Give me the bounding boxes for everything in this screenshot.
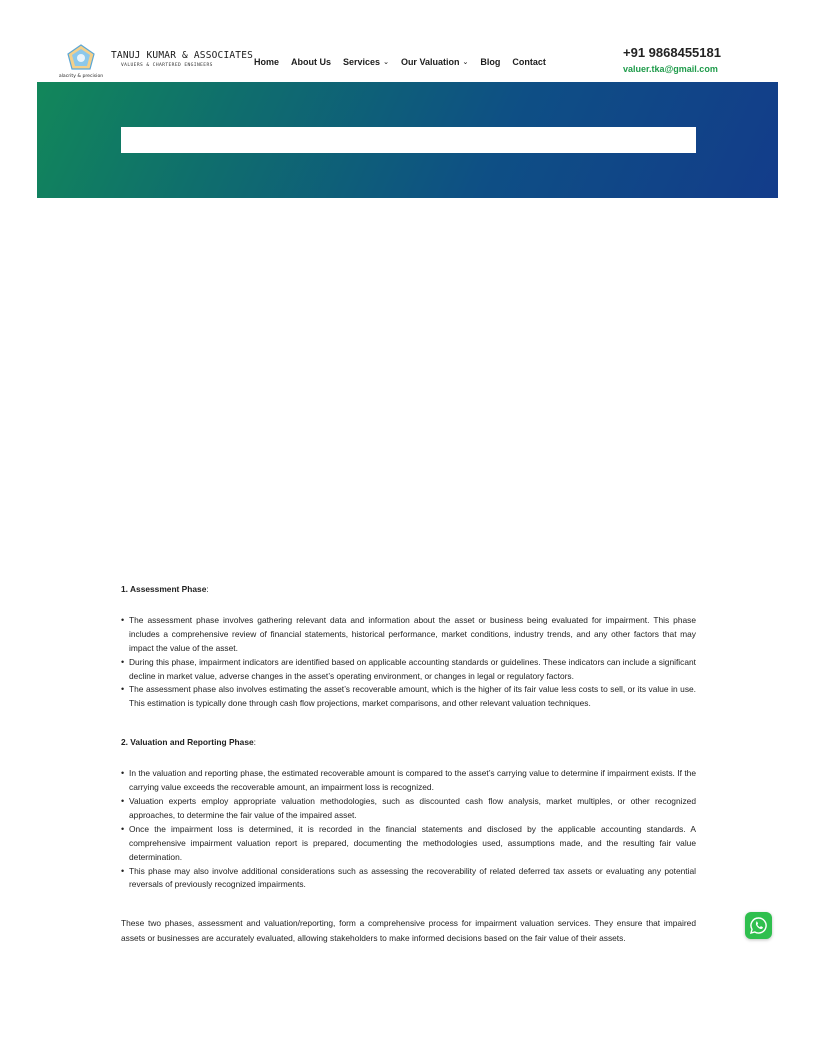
whatsapp-icon	[749, 916, 768, 935]
list-item: • The assessment phase involves gathering relevant data and information about the asset or business being evaluated for impairment. This phase includes a comprehensive review of financial statements, historical performance, market conditions, industry trends, and any other factors that may impact the value of the asset.	[129, 614, 696, 656]
chevron-down-icon: ⌄	[383, 59, 389, 66]
list-item: • The assessment phase also involves estimating the asset’s recoverable amount, which is the higher of its fair value less costs to sell, or its value in use. This estimation is typically done through cash flow projections, market comparisons, and other relevant valuation techniques.	[129, 683, 696, 711]
hero-banner	[37, 82, 778, 198]
logo-tagline: alacrity & precision	[58, 74, 104, 79]
phase-1-heading: 1. Assessment Phase:	[121, 584, 209, 594]
phase-1-list	[121, 614, 696, 711]
list-item: • Once the impairment loss is determined, it is recorded in the financial statements and disclosed by the applicable accounting standards. A comprehensive impairment valuation report is prepared, documenting the methodologies used, assumptions made, and the resulting fair value determination.	[129, 823, 696, 865]
list-item: • In the valuation and reporting phase, the estimated recoverable amount is compared to the asset’s carrying value to determine if impairment exists. If the carrying value exceeds the recoverable amount, an impairment loss is recognized.	[129, 767, 696, 795]
hero-title-box	[121, 127, 696, 153]
nav-contact[interactable]: Contact	[512, 57, 546, 67]
phone-link[interactable]: +91 9868455181	[623, 45, 721, 60]
list-item: • This phase may also involve additional considerations such as assessing the recoverability of related deferred tax assets or evaluating any potential reversals of previously recognized impairments.	[129, 865, 696, 893]
whatsapp-button[interactable]	[745, 912, 772, 939]
logo-icon[interactable]	[56, 42, 106, 80]
brand[interactable]	[111, 50, 253, 68]
main-nav	[254, 57, 558, 67]
nav-about-us[interactable]: About Us	[291, 57, 332, 67]
nav-our-valuation[interactable]: Our Valuation ⌄	[400, 57, 469, 67]
list-item: • During this phase, impairment indicators are identified based on applicable accounting standards or guidelines. These indicators can include a significant decline in market value, adverse changes in the asset’s operating environment, or changes in legal or regulatory factors.	[129, 656, 696, 684]
site-header	[0, 0, 816, 82]
nav-home[interactable]: Home	[254, 57, 280, 67]
nav-blog[interactable]: Blog	[480, 57, 501, 67]
email-link[interactable]: valuer.tka@gmail.com	[623, 64, 718, 74]
list-item: • Valuation experts employ appropriate valuation methodologies, such as discounted cash flow analysis, market multiples, or other recognized approaches, to determine the fair value of the impaired asset.	[129, 795, 696, 823]
nav-services[interactable]: Services ⌄	[343, 57, 389, 67]
phase-2-heading: 2. Valuation and Reporting Phase:	[121, 737, 256, 748]
phase-2-list	[121, 767, 696, 892]
closing-paragraph: These two phases, assessment and valuation/reporting, form a comprehensive process for impairment valuation services. They ensure that impaired assets or businesses are accurately evaluated, allowing stakeholders to make informed decisions based on the fair value of their assets.	[121, 918, 696, 944]
article-content	[121, 583, 696, 955]
brand-subtitle: VALUERS & CHARTERED ENGINEERS	[121, 63, 213, 68]
chevron-down-icon: ⌄	[462, 59, 469, 66]
brand-name: TANUJ KUMAR & ASSOCIATES	[111, 50, 254, 61]
